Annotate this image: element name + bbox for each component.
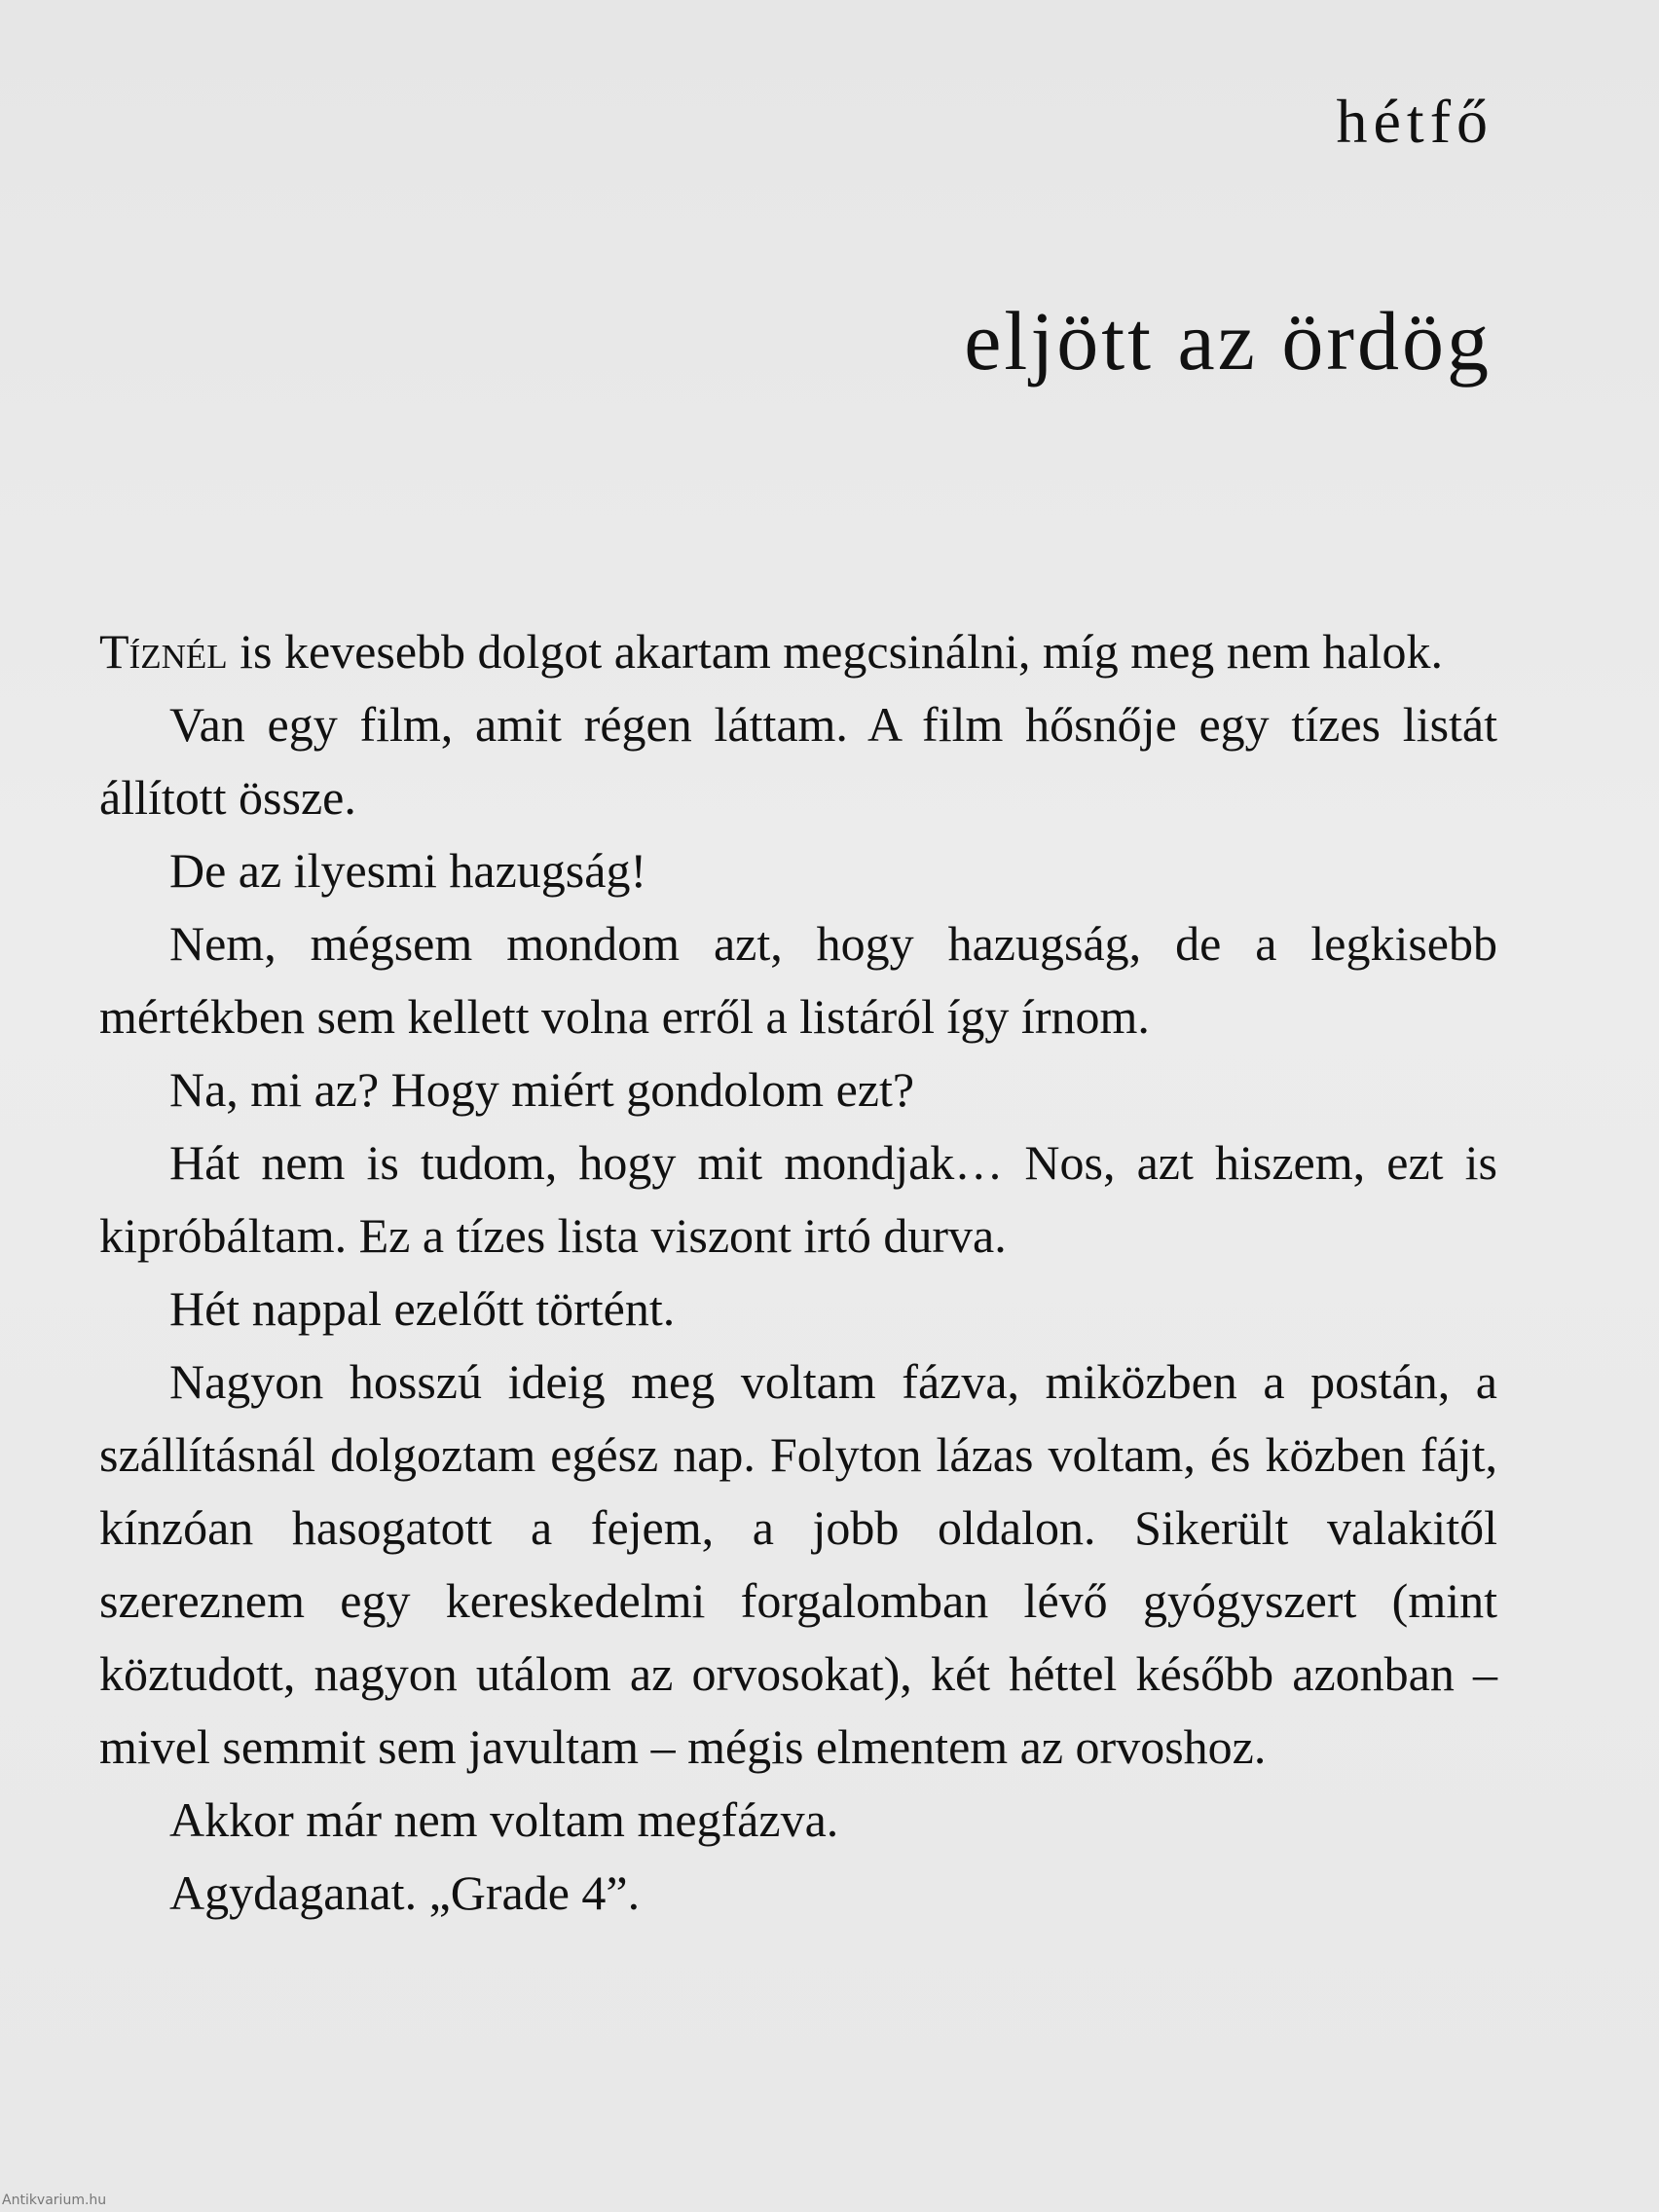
paragraph-6: Hát nem is tudom, hogy mit mondjak… Nos, azt hiszem, ezt is kipróbáltam. Ez a tízes lista viszont irtó durva. bbox=[99, 1135, 1497, 1263]
body-text bbox=[99, 615, 1497, 1930]
paragraph-text: is kevesebb dolgot akartam megcsinálni, míg meg nem halok. bbox=[227, 624, 1443, 679]
paragraph-7: Hét nappal ezelőtt történt. bbox=[169, 1281, 676, 1336]
day-heading: hétfő bbox=[1336, 87, 1493, 156]
drop-lead-word: Tíznél bbox=[99, 624, 228, 679]
paragraph-2: Van egy film, amit régen láttam. A film hősnője egy tízes listát állított össze. bbox=[99, 697, 1497, 825]
paragraph-8: Nagyon hosszú ideig meg voltam fázva, miközben a postán, a szállításnál dolgoztam egész nap. Folyton lázas voltam, és közben fájt, kínzóan hasogatott a fejem, a jobb oldalon. Sikerült valakitől szereznem egy kereskedelmi forgalomban lévő gyógyszert (mint köztudott, nagyon utálom az orvosokat), két héttel később azonban – mivel semmit sem javultam – mégis elmentem az orvoshoz. bbox=[99, 1354, 1497, 1774]
paragraph-3: De az ilyesmi hazugság! bbox=[169, 843, 647, 898]
paragraph-9: Akkor már nem voltam megfázva. bbox=[169, 1792, 839, 1847]
paragraph-4: Nem, mégsem mondom azt, hogy hazugság, de a legkisebb mértékben sem kellett volna erről a listáról így írnom. bbox=[99, 916, 1497, 1044]
watermark: Antikvarium.hu bbox=[2, 2193, 107, 2208]
paragraph-5: Na, mi az? Hogy miért gondolom ezt? bbox=[169, 1062, 915, 1117]
paragraph-10: Agydaganat. „Grade 4”. bbox=[169, 1865, 641, 1920]
chapter-title: eljött az ördög bbox=[964, 294, 1492, 387]
paragraph-1 bbox=[99, 615, 1497, 688]
